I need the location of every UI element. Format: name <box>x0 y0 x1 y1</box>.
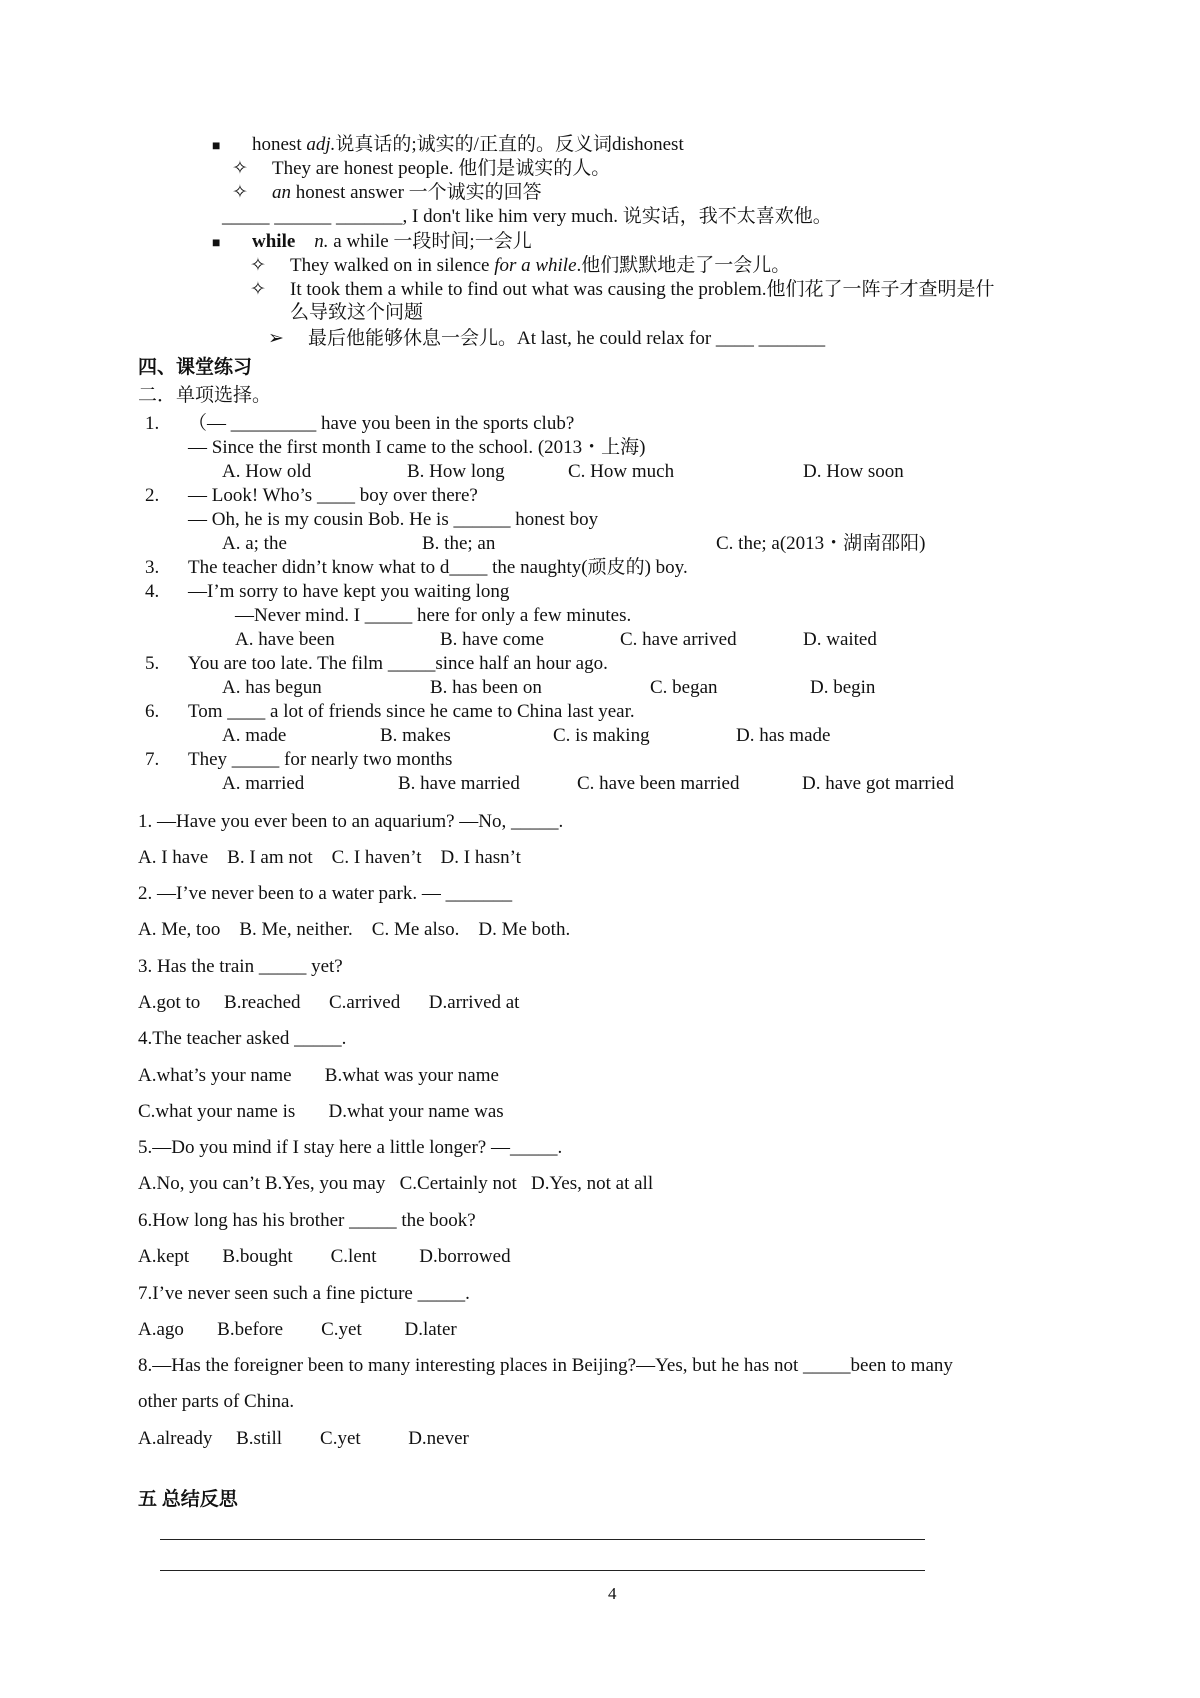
extra-question-cont: other parts of China. <box>138 1391 295 1412</box>
option-d: D. waited <box>803 629 877 650</box>
example-sentence <box>272 182 542 204</box>
section-title: 五 总结反思 <box>138 1489 238 1510</box>
extra-question: 8.—Has the foreigner been to many interesting places in Beijing?—Yes, but he has not _____been to many <box>138 1355 953 1376</box>
vocab-honest <box>252 134 684 156</box>
option-a: A. has begun <box>222 677 322 698</box>
extra-options: A. I have B. I am not C. I haven’t D. I hasn’t <box>138 847 521 868</box>
example-part: .他们默默地走了一会儿。 <box>576 255 791 276</box>
option-d: D. have got married <box>802 773 954 794</box>
section-subtitle: 二．单项选择。 <box>138 385 272 406</box>
page-number: 4 <box>608 1584 617 1603</box>
translation-exercise: 最后他能够休息一会儿。At last, he could relax for ____ _______ <box>308 328 826 349</box>
example-part: They walked on in silence <box>290 255 495 276</box>
option-c: C. have been married <box>577 773 740 794</box>
answer-line <box>160 1570 925 1571</box>
vocab-while <box>252 231 532 253</box>
article-word: an <box>272 182 291 203</box>
extra-options: A.already B.still C.yet D.never <box>138 1428 469 1449</box>
example-sentence <box>290 255 790 277</box>
question-number: 2. <box>145 485 160 506</box>
option-b: B. have married <box>398 773 520 794</box>
option-c: C. is making <box>553 725 650 746</box>
option-d: D. begin <box>810 677 876 698</box>
question-text: — Since the first month I came to the school. (2013・上海) <box>188 437 646 458</box>
example-phrase: for a while <box>494 255 577 276</box>
diamond-bullet-icon: ✧ <box>232 158 248 179</box>
diamond-bullet-icon: ✧ <box>250 255 266 276</box>
extra-question: 2. —I’ve never been to a water park. — _______ <box>138 883 513 904</box>
question-number: 4. <box>145 581 160 602</box>
extra-options: A.got to B.reached C.arrived D.arrived at <box>138 992 520 1013</box>
extra-options: A.what’s your name B.what was your name <box>138 1065 499 1086</box>
extra-options: A.kept B.bought C.lent D.borrowed <box>138 1246 511 1267</box>
extra-question: 1. —Have you ever been to an aquarium? —No, _____. <box>138 811 564 832</box>
example-sentence: They are honest people. 他们是诚实的人。 <box>272 158 611 179</box>
option-a: A. a; the <box>222 533 287 554</box>
vocab-word: honest <box>252 134 302 155</box>
question-text: （— _________ have you been in the sports club? <box>188 413 575 434</box>
extra-options: C.what your name is D.what your name was <box>138 1101 504 1122</box>
option-d: D. has made <box>736 725 831 746</box>
vocab-meaning: a while 一段时间;一会儿 <box>328 231 532 252</box>
section-title: 四、课堂练习 <box>138 357 253 378</box>
option-a: A. made <box>222 725 287 746</box>
vocab-pos: n. <box>314 231 329 252</box>
example-sentence-cont: 么导致这个问题 <box>290 302 424 323</box>
question-text: — Look! Who’s ____ boy over there? <box>188 485 478 506</box>
option-c: C. the; a(2013・湖南邵阳) <box>716 533 926 554</box>
question-number: 7. <box>145 749 160 770</box>
question-text: —Never mind. I _____ here for only a few minutes. <box>235 605 632 626</box>
option-b: B. has been on <box>430 677 542 698</box>
fill-blank-sentence: _____ ______ _______, I don't like him very much. 说实话，我不太喜欢他。 <box>222 206 832 227</box>
diamond-bullet-icon: ✧ <box>232 182 248 203</box>
vocab-pos: adj. <box>306 134 336 155</box>
bullet-square-icon: ■ <box>212 236 221 251</box>
question-text: You are too late. The film _____since half an hour ago. <box>188 653 608 674</box>
question-number: 5. <box>145 653 160 674</box>
answer-line <box>160 1539 925 1540</box>
bullet-square-icon: ■ <box>212 139 221 154</box>
arrow-bullet-icon: ➢ <box>268 328 284 349</box>
extra-question: 7.I’ve never seen such a fine picture _____. <box>138 1283 470 1304</box>
question-number: 6. <box>145 701 160 722</box>
extra-options: A. Me, too B. Me, neither. C. Me also. D. Me both. <box>138 919 571 940</box>
option-b: B. How long <box>407 461 505 482</box>
option-b: B. the; an <box>422 533 496 554</box>
extra-question: 5.—Do you mind if I stay here a little longer? —_____. <box>138 1137 563 1158</box>
extra-question: 3. Has the train _____ yet? <box>138 956 343 977</box>
example-sentence: It took them a while to find out what was causing the problem.他们花了一阵子才查明是什 <box>290 279 995 300</box>
option-c: C. have arrived <box>620 629 737 650</box>
option-a: A. married <box>222 773 305 794</box>
vocab-word: while <box>252 231 296 252</box>
question-text: —I’m sorry to have kept you waiting long <box>188 581 510 602</box>
option-c: C. began <box>650 677 718 698</box>
option-b: B. have come <box>440 629 544 650</box>
extra-question: 4.The teacher asked _____. <box>138 1028 347 1049</box>
option-d: D. How soon <box>803 461 904 482</box>
option-b: B. makes <box>380 725 451 746</box>
diamond-bullet-icon: ✧ <box>250 279 266 300</box>
example-rest: honest answer 一个诚实的回答 <box>291 182 542 203</box>
option-c: C. How much <box>568 461 675 482</box>
vocab-meaning: 说真话的;诚实的/正直的。反义词dishonest <box>335 134 684 155</box>
extra-options: A.No, you can’t B.Yes, you may C.Certainly not D.Yes, not at all <box>138 1173 654 1194</box>
question-text: Tom ____ a lot of friends since he came to China last year. <box>188 701 635 722</box>
extra-options: A.ago B.before C.yet D.later <box>138 1319 457 1340</box>
question-number: 3. <box>145 557 160 578</box>
question-text: They _____ for nearly two months <box>188 749 453 770</box>
option-a: A. How old <box>222 461 312 482</box>
question-text: The teacher didn’t know what to d____ the naughty(顽皮的) boy. <box>188 557 688 578</box>
question-number: 1. <box>145 413 160 434</box>
extra-question: 6.How long has his brother _____ the book? <box>138 1210 476 1231</box>
question-text: — Oh, he is my cousin Bob. He is ______ honest boy <box>188 509 599 530</box>
option-a: A. have been <box>235 629 335 650</box>
